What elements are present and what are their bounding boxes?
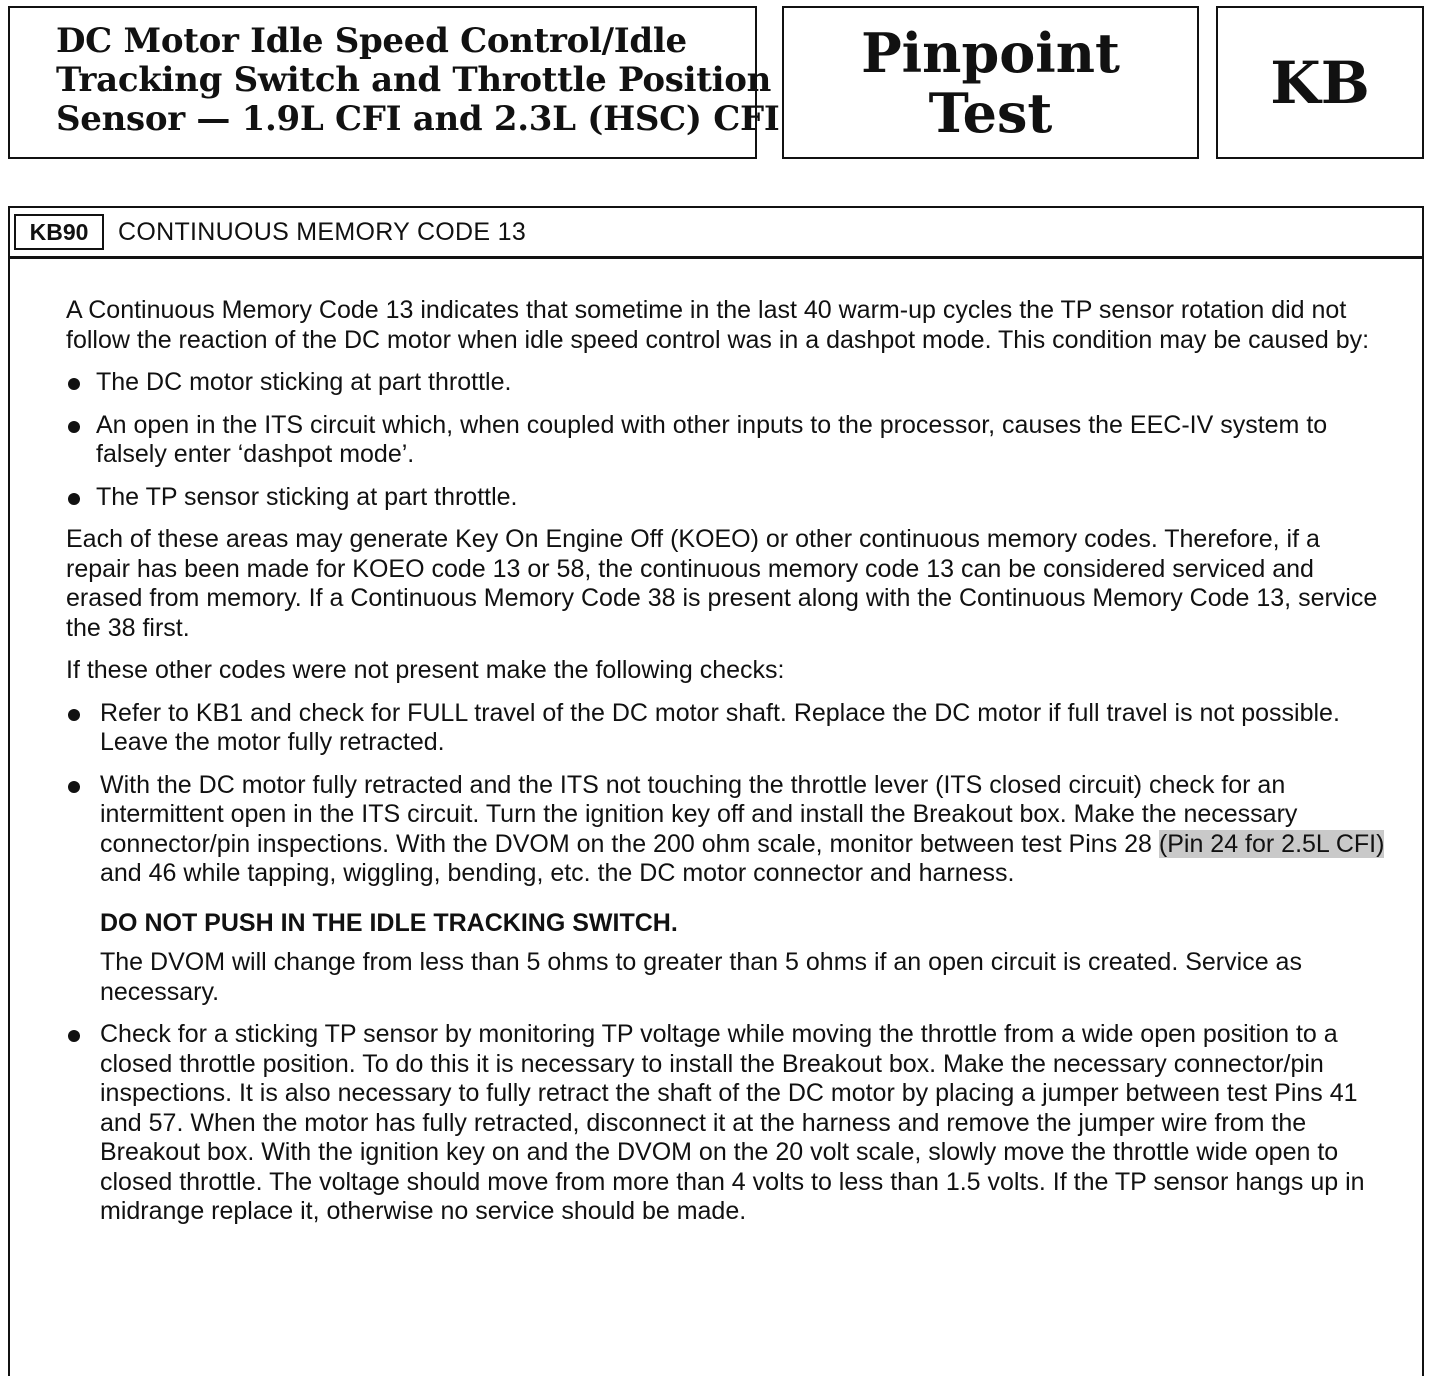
cause-text: The TP sensor sticking at part throttle. <box>96 482 518 511</box>
procedure-title-line-3: Sensor — 1.9L CFI and 2.3L (HSC) CFI <box>56 99 780 139</box>
bullet-dot-icon <box>68 493 80 505</box>
bullet-dot-icon <box>68 378 80 390</box>
check-text: Check for a sticking TP sensor by monitoring TP voltage while moving the throttle from a wide open position to a closed throttle position. To do this it is necessary to install the Breakout box. Make the necessary connector/pin inspections. It is also necessary to fully retract the shaft of the DC motor by placing a jumper between test Pins 41 and 57. When the motor has fully retracted, disconnect it at the harness and remove the jumper wire from the Breakout box. With the ignition key on and the DVOM on the 20 volt scale, slowly move the throttle wide open to closed throttle. The voltage should move from more than 4 volts to less than 1.5 volts. If the TP sensor hangs up in midrange replace it, otherwise no service should be made. <box>100 1020 1365 1225</box>
check-text-end: and 46 while tapping, wiggling, bending, etc. the DC motor connector and harness. <box>100 859 1015 887</box>
cause-text: The DC motor sticking at part throttle. <box>96 368 512 396</box>
warning-text: DO NOT PUSH IN THE IDLE TRACKING SWITCH. <box>100 908 678 937</box>
check-item-full-travel <box>66 699 1386 758</box>
check-item-its-circuit <box>66 771 1386 1008</box>
bullet-dot-icon <box>68 421 80 433</box>
cause-item <box>66 411 1386 470</box>
procedure-title-box <box>8 6 780 159</box>
test-code: KB <box>1270 48 1370 117</box>
checks-intro: If these other codes were not present make the following checks: <box>66 656 785 684</box>
procedure-title-line-1: DC Motor Idle Speed Control/Idle <box>56 21 687 61</box>
bullet-dot-icon <box>68 1030 80 1042</box>
step-title: CONTINUOUS MEMORY CODE 13 <box>118 217 527 246</box>
procedure-title-line-2: Tracking Switch and Throttle Position <box>56 60 772 100</box>
check-text: Refer to KB1 and check for FULL travel of the DC motor shaft. Replace the DC motor if full travel is not possible. Leave the motor fully retracted. <box>100 698 1340 756</box>
cause-item <box>66 368 1386 398</box>
step-body <box>66 296 1386 1240</box>
step-id: KB90 <box>14 214 104 250</box>
check-text-start: With the DC motor fully retracted and the ITS not touching the throttle lever (ITS closed circuit) check for an intermittent open in the ITS circuit. Turn the ignition key off and install the Breakout box. Make the necessary connector/pin inspections. With the DVOM on the 200 ohm scale, monitor between test Pins 28 <box>100 770 1298 858</box>
step-header <box>10 208 1422 259</box>
note-text: The DVOM will change from less than 5 ohms to greater than 5 ohms if an open circuit is created. Service as necessary. <box>100 948 1302 1006</box>
test-label: Test <box>928 80 1053 145</box>
intro-paragraph: A Continuous Memory Code 13 indicates that sometime in the last 40 warm-up cycles the TP sensor rotation did not follow the reaction of the DC motor when idle speed control was in a dashpot mode. This condition may be caused by: <box>66 296 1370 354</box>
other-codes-paragraph: Each of these areas may generate Key On Engine Off (KOEO) or other continuous memory codes. Therefore, if a repair has been made for KOEO code 13 or 58, the continuous memory code 13 can be considered serviced and erased from memory. If a Continuous Memory Code 38 is present along with the Continuous Memory Code 13, service the 38 first. <box>66 525 1378 642</box>
pinpoint-test-box <box>782 6 1199 159</box>
test-code-box <box>1216 6 1424 159</box>
pinpoint-label: Pinpoint <box>861 20 1120 85</box>
cause-text: An open in the ITS circuit which, when coupled with other inputs to the processor, causes the EEC-IV system to falsely enter ‘dashpot mode’. <box>96 410 1328 468</box>
cause-item <box>66 483 1386 513</box>
bullet-dot-icon <box>68 781 80 793</box>
check-item-tp-sensor <box>66 1020 1386 1227</box>
check-text-shaded-note: (Pin 24 for 2.5L CFI) <box>1158 829 1385 858</box>
bullet-dot-icon <box>68 709 80 721</box>
